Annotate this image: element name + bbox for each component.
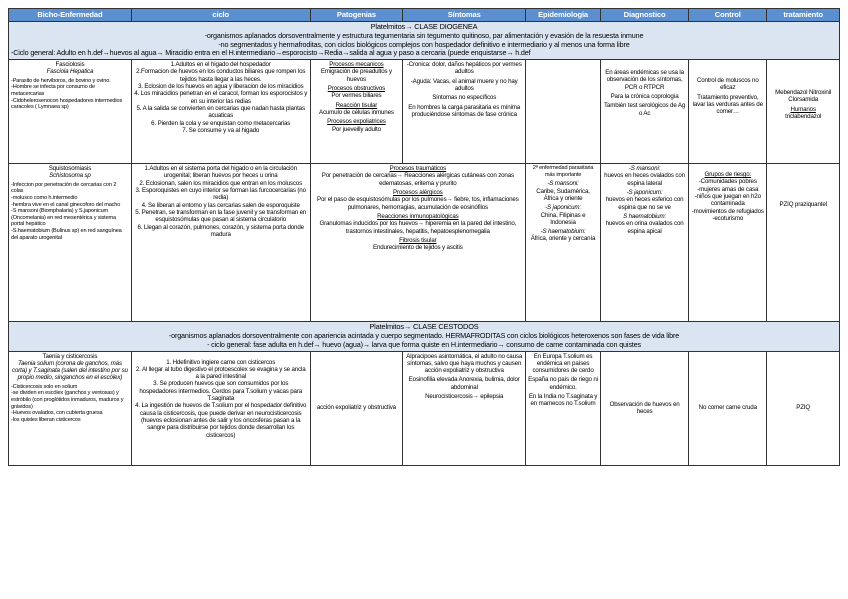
fasciola-control-1: Control de moluscos no eficaz (696, 77, 759, 92)
fasciola-pat-t2: Por vermes biliares (331, 92, 382, 100)
taenia-sint-3: Neurocisticercosis→ epilepsia (425, 393, 504, 401)
schisto-species: Schistosoma sp (49, 172, 91, 180)
schisto-ciclo-3: 3. Esporoquistes en cuyo interior se forman las furcocercarias (no redia) (135, 187, 306, 202)
header-diagnostico: Diagnostico (600, 9, 688, 22)
schisto-diag-a2: huevos en heces ovalados con espina lateral (604, 172, 685, 187)
fasciola-pat-t1: Emigración de preadultos y huevos (320, 68, 392, 83)
taenia-note-4: -los quistes liberan cisticercos (11, 416, 81, 423)
taenia-note-2: -se dividen en escólex (ganchos y ventosas) y estróbilo (con proglótidos inmaduros, maduros y grávidos) (11, 390, 124, 410)
taenia-title: Taenia y cisticercosis (42, 352, 98, 360)
fasciola-pat-h3: Reacción tisular (335, 101, 378, 109)
fasciola-control-2: Tratamiento preventivo, lavar las verduras antes de comer… (692, 93, 763, 116)
fasciola-trat-2: triclabendazol (785, 113, 822, 121)
schisto-tratamiento (767, 164, 840, 322)
taenia-ciclo-2: 2. Al llegar al tubo digestivo el protoescolex se evagina y se ancla a la pared intestinal (135, 365, 306, 381)
taenia-bicho (9, 351, 132, 465)
fasciola-pat-t4: Por jueveilly adulto (331, 125, 381, 133)
schisto-title: Squistosomiasis (48, 165, 92, 173)
taenia-epi-3: En la India no T.saginata y en mamecos no T.solium (528, 393, 598, 408)
schisto-epidemiologia (526, 164, 601, 322)
schisto-control-1: -Comunidades pobres (698, 178, 757, 186)
taenia-epi-1: En Europa T.solium es endémica en países consumidores de cerdo (532, 352, 594, 375)
fasciola-sint-4: En hombres la carga parasitaria es mínima produciéndose síntomas de fase crónica (408, 103, 521, 118)
fasciola-note-1: -Parasito de herviboros, de bovino y ovino. (11, 77, 111, 84)
schisto-control-3: -niños que juegan en h2o contaminada (694, 193, 761, 208)
fasciola-trat-1: Mebendazol Nitroxinil Clorsamida (775, 89, 832, 104)
header-tratamiento: tratamiento (767, 9, 840, 22)
digenea-section (9, 22, 840, 60)
schisto-trat: PZIQ praziquantel (779, 201, 827, 209)
taenia-ciclo-4: 4. La ingestión de huevos de T.solium por el hospedador definitivo causa la cisticercosis, que puede derivar en neurocisticercosis (huevos eclosionan antes de salir y los oncosferas pasan a la sangre para distribuirse por tejidos donde desarrollan los cisticercos) (135, 402, 307, 439)
schisto-note-1: -Infeccion por penetración de cercarias con 2 colas (11, 181, 117, 195)
taenia-epidemiologia (526, 351, 601, 465)
cestodos-line2: - ciclo general: fase adulta en h.def→ huevo (agua)→ larva que forma quiste en H.intermediario→ consumo de carne contaminada con quistes (207, 339, 641, 349)
taenia-note-1: -Cisticercosis solo en solium (11, 383, 78, 390)
schisto-diag-b1: -S japonicum: (626, 189, 663, 197)
schisto-control-2: -mujeres amas de casa (697, 185, 759, 193)
taenia-ciclo-1: 1. Hdefinitivo ingiere carne con cisticercos (166, 358, 276, 366)
schisto-epi-b1: -S japonicum: (545, 204, 581, 212)
fasciola-row (9, 60, 840, 164)
header-patogenias: Patogenias (310, 9, 403, 22)
schisto-ciclo (131, 164, 310, 322)
taenia-control: No comer carne cruda (689, 351, 767, 465)
cestodos-title: Platelmitos→ CLASE CESTODOS (369, 322, 479, 332)
fasciola-diag-2: Para la crónica coprología (610, 93, 679, 101)
fasciola-ciclo-5: 5. A la salida se convierten en cercarias que nadan hasta plantas acuaticas (136, 104, 305, 120)
fasciola-sint-1: -Cronica: dolor, daños hepáticos por vermes adultos (406, 61, 522, 76)
fasciola-ciclo-3: 3. Eclosion de los huevos en agua y liberacion de los miracidios (137, 83, 304, 91)
fasciola-patogenias (310, 60, 403, 164)
fasciola-ciclo-7: 7. Se consume y va al higado (182, 126, 260, 134)
schisto-pat-t2: Por el paso de esquistosómulas por los pulmones→ fiebre, tos, inflamaciones pulmonares, hemorragias, acumulación de eosinófilos (317, 196, 519, 211)
schisto-diag-c1: S haematobium: (623, 212, 667, 220)
schisto-control-4: -movimientos de refugiados (691, 207, 764, 215)
schisto-diag-a1: -S mansoni: (628, 165, 661, 173)
parasitology-table (8, 8, 840, 466)
fasciola-ciclo-4: 4. Los miracidios penetran en el caracol, forman los esporocistos y en su interior las redias (134, 90, 308, 105)
fasciola-diag-1: En áreas endémicas se usa la observación de los síntomas, PCR o RTPCR (605, 69, 684, 91)
schisto-ciclo-4: 4. Se liberan al entorno y las cercarias salen de esporoquiste (141, 201, 300, 209)
schisto-ciclo-2: 2. Eclosionan, salen los miracidios que entran en los moluscos (139, 179, 303, 187)
digenea-line3: -Ciclo general: Adulto en h.def→huevos al agua→ Miracidio entra en el H.intermediario→esporocisto→Redia→salida al agua y paso a cercaria (puede enquistarse→ h.def (11, 48, 531, 58)
schisto-diag-c2: huevos en orina ovalados con espina apical (605, 220, 684, 235)
schisto-note-3: -hembra vive en el canal ginecoforo del macho (11, 201, 121, 208)
schisto-epi-intro: 2ª enfermedad parasitaria más importante (532, 165, 594, 178)
schisto-epi-b2: China, Filipinas e Indonesia (540, 211, 586, 226)
digenea-line2: -no segmentados y hermafroditas, con ciclos biológicos complejos con hospedador definitivo e intermediario y al menos una forma libre (218, 39, 630, 49)
schisto-ciclo-6: 6. Llegan al corazón, pulmones, corazón, y sistema porta donde madura (137, 223, 304, 238)
schisto-control (689, 164, 767, 322)
schisto-epi-c1: -S haematobium: (540, 228, 586, 236)
taenia-sintomas (403, 351, 526, 465)
taenia-row (9, 351, 840, 465)
schisto-ciclo-1: 1.Adultos en el sistema porta del higado o en la circulación urogenital; liberan huevos por heces u orina (144, 165, 297, 180)
schisto-bicho (9, 164, 132, 322)
fasciola-pat-h1: Procesos mecanicos (329, 61, 384, 69)
fasciola-diagnostico (600, 60, 688, 164)
taenia-epi-2: España no país de riego ni endémico. (528, 376, 598, 391)
taenia-ciclo (131, 351, 310, 465)
schisto-control-5: -ecoturismo (712, 214, 744, 222)
fasciola-ciclo-1: 1.Adultos en el higado del hospedador (170, 61, 271, 69)
fasciola-control (689, 60, 767, 164)
schisto-pat-t4: Endurecimiento de tejidos y ascitis (373, 244, 463, 252)
fasciola-pat-h4: Procesos expoliatrices (327, 118, 386, 126)
schisto-pat-t1: Por penetración de cercarias→ Reacciones alérgicas cutáneas con zonas edematosas, eritema y prurito (321, 172, 514, 187)
fasciola-sintomas (403, 60, 526, 164)
taenia-species: Taenia solium (corona de ganchos, más corta) y T.saginata (salen del intestino por su propio medio, singanchos en el escólex) (12, 359, 128, 382)
header-control: Control (689, 9, 767, 22)
fasciola-ciclo-2: 2.Formacion de huevos en los conductos biliares que rompen los tejidos hasta llegar a las heces. (136, 68, 306, 83)
fasciola-diag-3: También test serológicos de Ag o Ac (603, 102, 686, 117)
taenia-diagnostico: Observación de huevos en heces (600, 351, 688, 465)
schisto-diag-b2: huevos en heces esferico con espina que no se ve (605, 196, 684, 211)
schisto-control-h1: Grupos de riesgo: (704, 171, 752, 179)
schisto-pat-h4: Fibrosis tisular (399, 236, 437, 244)
taenia-sint-2: Eosinofilia elevada Anorexia, bulimia, dolor abdominal (408, 376, 520, 391)
cestodos-band (9, 322, 840, 351)
schisto-pat-h1: Procesos traumáticos (389, 165, 447, 173)
schisto-pat-h3: Reacciones inmunopatológicas (377, 212, 459, 220)
digenea-band (9, 22, 840, 60)
header-ciclo: ciclo (131, 9, 310, 22)
fasciola-ciclo (131, 60, 310, 164)
schisto-note-2: -molusco como h.intermedio (11, 194, 78, 201)
taenia-ciclo-3: 3. Se producen huevos que son consumidos por los hospedadores intermedios. Cerdos para T.solium y vacas para T.saginata (139, 380, 303, 403)
header-row (9, 9, 840, 22)
fasciola-bicho (9, 60, 132, 164)
schisto-note-5: -S.haematobium (Bulinus sp) en red sanguínea del aparato urogenital (11, 227, 122, 241)
schisto-row (9, 164, 840, 322)
schisto-pat-t3: Granulomas inducidos por los huevos→ hiperemia en la pared del intestino, trastornos intestinales, hepatitis, hepatoesplenomegalia (319, 220, 517, 235)
digenea-line1: -organismos aplanados dorsoventralmente y estructura tegumentaria sin tegumento quitinoso, par alimentación y evasión de la resuesta inmune (204, 30, 644, 40)
fasciola-title: Fasciolosis (55, 61, 85, 69)
schisto-note-4: -S mansoni (Biomphalaria) y S.japonicum (Oncomelania) en red mesentérica y sistema portal hepático (11, 208, 116, 228)
fasciola-tratamiento (767, 60, 840, 164)
fasciola-epidemiologia (526, 60, 601, 164)
cestodos-section (9, 322, 840, 351)
schisto-diagnostico (600, 164, 688, 322)
taenia-sint-1: Alpracipoes asintomática, el adulto no causa síntomas, salvo que haya muchos y causen acción expoliatriz y obstructiva (406, 352, 523, 375)
fasciola-note-3: -Cidohelerosenocon hospedadores intermedios caracoles ( Lymnaea sp) (11, 97, 123, 111)
schisto-pat-h2: Procesos alérgicos (393, 189, 443, 197)
fasciola-pat-h2: Procesos obstructivos (327, 85, 386, 93)
header-sintomas: Síntomas (403, 9, 526, 22)
fasciola-note-2: -Hombre se infecta por consumo de metacercarias (11, 84, 95, 97)
taenia-tratamiento: PZIQ (767, 351, 840, 465)
header-epidemiologia: Epidemiologia (526, 9, 601, 22)
taenia-note-3: -Huevos ovalados, con cubierta gruesa (11, 410, 103, 417)
cestodos-line1: -organismos aplanados dorsoventralmente con apariencia acintada y cuerpo segmentado. HERMAFRODITAS con ciclos biológicos heteroxenos son fases de vida libre (168, 330, 680, 340)
fasciola-sint-2: -Aguda: Vacas, el animal muere y no hay adultos (410, 77, 518, 93)
schisto-epi-a1: -S mansoni: (547, 180, 579, 188)
digenea-title: Platelmitos→ CLASE DIOGENEA (370, 22, 478, 31)
schisto-patogenias (310, 164, 526, 322)
schisto-epi-c2: África, oriente y cercanía (530, 235, 596, 243)
fasciola-trat-h2: Humanos (790, 105, 816, 113)
header-bicho: Bicho-Enfermedad (9, 9, 132, 22)
schisto-epi-a2: Caribe, Sudamérica, África y oriente (536, 187, 590, 202)
fasciola-ciclo-6: 6. Pierden la cola y se enquistan como metacercarias (151, 119, 291, 127)
fasciola-pat-t3: Acumulo de células inmunes (318, 108, 394, 116)
fasciola-species: Fasciola Hepatica (46, 68, 94, 76)
taenia-patogenias: acción expoliatriz y obstructiva (310, 351, 403, 465)
fasciola-sint-3: Síntomas no específicos (432, 94, 497, 102)
schisto-ciclo-5: 5. Penetran, se transforman en la fase juvenil y se transforman en esquistosómulas que pasan al sistema circulatorio (135, 208, 307, 224)
